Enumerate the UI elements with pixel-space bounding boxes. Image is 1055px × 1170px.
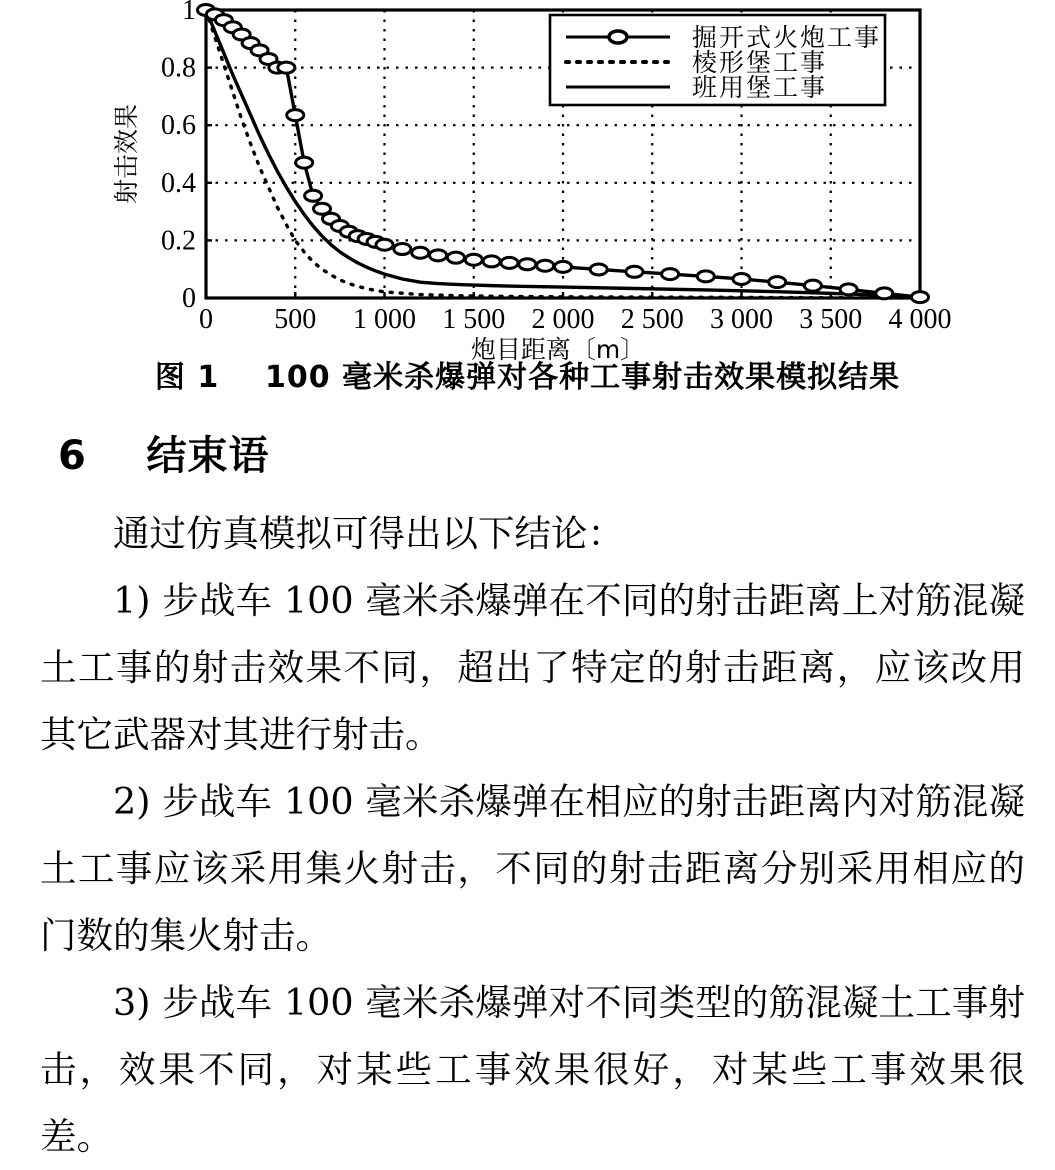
- legend-label: 掘开式火炮工事: [692, 23, 882, 52]
- series-marker-circle: [287, 110, 304, 121]
- legend-sample-marker: [609, 31, 627, 43]
- series-marker-circle: [537, 260, 554, 271]
- x-tick-label: 4 000: [888, 304, 952, 335]
- y-tick-label: 0.4: [161, 167, 196, 199]
- series-marker-circle: [412, 247, 429, 258]
- shooting-effect-chart: [0, 0, 1055, 364]
- body-text: [40, 500, 1025, 1170]
- paragraph-intro: 通过仿真模拟可得出以下结论：: [113, 512, 624, 555]
- figure-container: [0, 0, 1055, 364]
- series-marker-circle: [447, 252, 464, 263]
- series-marker-circle: [662, 269, 679, 280]
- series-marker-circle: [501, 257, 518, 268]
- x-tick-label: 500: [274, 304, 317, 335]
- series-marker-circle: [430, 250, 447, 261]
- y-tick-label: 1: [182, 0, 196, 26]
- series-marker-circle: [305, 190, 322, 201]
- series-marker-circle: [590, 264, 607, 275]
- x-tick-label: 1 000: [353, 304, 416, 335]
- x-tick-label: 2 500: [620, 304, 684, 335]
- y-tick-label: 0: [182, 283, 196, 314]
- y-tick-label: 0.8: [161, 52, 196, 84]
- series-marker-circle: [483, 256, 500, 267]
- series-marker-circle: [733, 273, 750, 284]
- series-marker-circle: [376, 239, 393, 250]
- series-marker-circle: [519, 259, 536, 270]
- y-tick-label: 0.2: [161, 225, 196, 257]
- x-tick-label: 2 000: [531, 304, 595, 335]
- series-marker-circle: [876, 288, 893, 299]
- x-axis-title: 炮目距离〔m〕: [470, 335, 646, 364]
- series-marker-circle: [626, 266, 643, 277]
- x-tick-label: 3 000: [710, 304, 773, 335]
- x-tick-label: 0: [199, 304, 213, 335]
- x-tick-label: 3 500: [799, 304, 863, 335]
- paragraph-conclusion-3: 3) 步战车 100 毫米杀爆弹对不同类型的筋混凝土工事射击，效果不同，对某些工事效果很好，对某些工事效果很差。: [40, 981, 1025, 1158]
- y-axis-title: 射击效果: [112, 103, 141, 205]
- series-marker-circle: [278, 62, 295, 73]
- series-marker-circle: [840, 284, 857, 295]
- figure-caption: 图 1 100 毫米杀爆弹对各种工事射击效果模拟结果: [154, 360, 901, 395]
- series-marker-circle: [697, 271, 714, 282]
- series-marker-circle: [555, 261, 572, 272]
- series-marker-circle: [769, 277, 786, 288]
- y-tick-label: 0.6: [161, 110, 196, 142]
- series-marker-circle: [296, 157, 313, 168]
- section-number: 6: [58, 433, 87, 479]
- section-title: 结束语: [146, 433, 270, 479]
- series-marker-circle: [465, 254, 482, 265]
- section-gap: [87, 433, 147, 479]
- legend-label: 棱形堡工事: [692, 48, 828, 77]
- paragraph-conclusion-2: 2) 步战车 100 毫米杀爆弹在相应的射击距离内对筋混凝土工事应该采用集火射击，不同的射击距离分别采用相应的门数的集火射击。: [40, 780, 1025, 957]
- paragraph-conclusion-1: 1) 步战车 100 毫米杀爆弹在不同的射击距离上对筋混凝土工事的射击效果不同，超出了特定的射击距离，应该改用其它武器对其进行射击。: [40, 579, 1025, 756]
- legend-label: 班用堡工事: [692, 73, 828, 102]
- series-marker-circle: [394, 244, 411, 255]
- series-marker-circle: [804, 280, 821, 291]
- series-marker-circle: [912, 292, 929, 303]
- section-heading: [58, 424, 270, 481]
- x-tick-label: 1 500: [442, 304, 506, 335]
